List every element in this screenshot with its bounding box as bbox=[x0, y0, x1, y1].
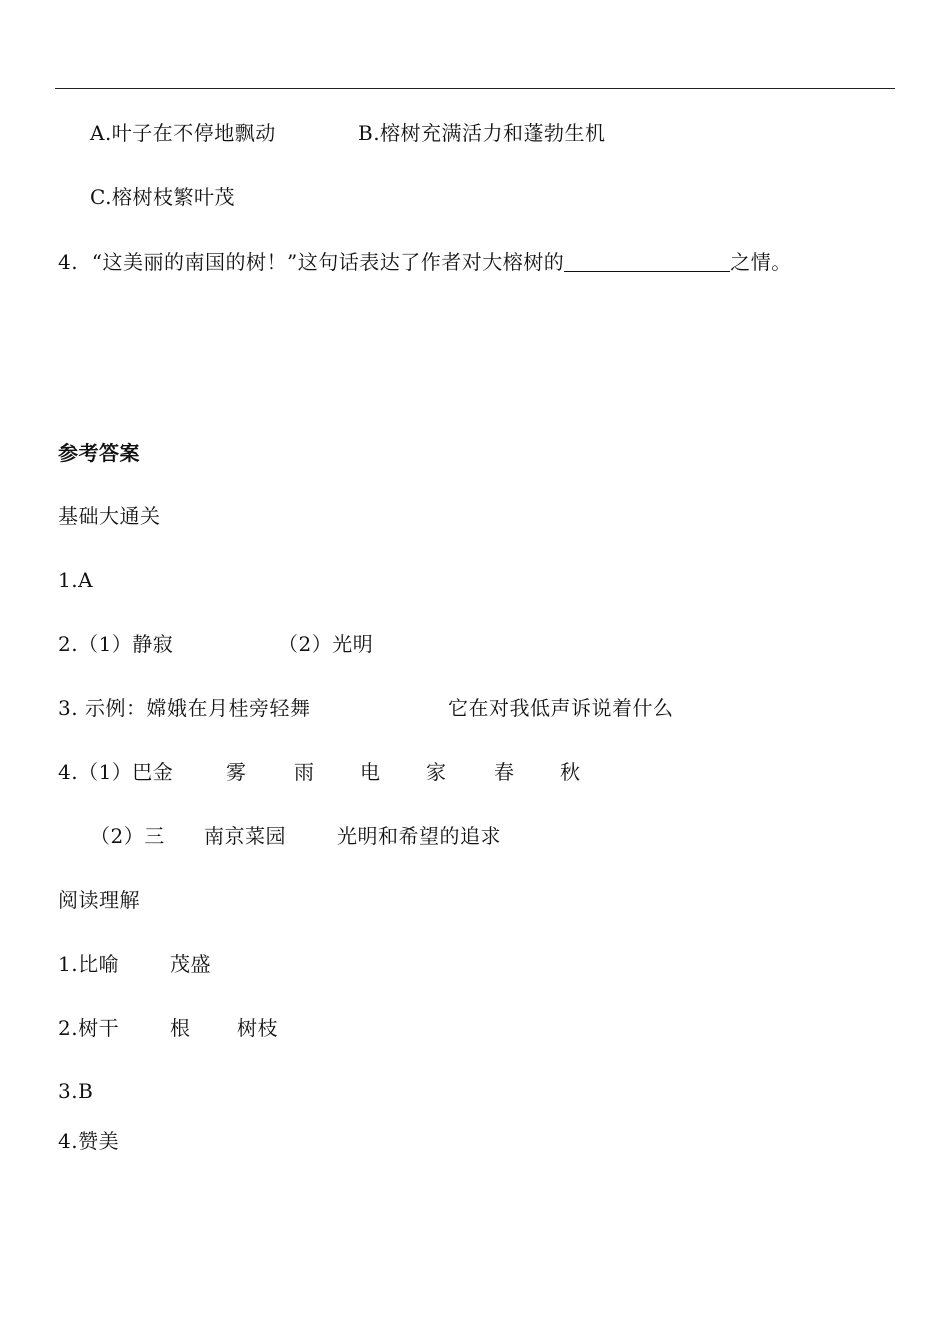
section-basic: 基础大通关 bbox=[58, 504, 161, 528]
basic-answer-4-1-item: 雨 bbox=[294, 760, 315, 784]
reading-answer-1-item: 茂盛 bbox=[170, 952, 211, 976]
question-4-suffix: 之情。 bbox=[730, 250, 792, 274]
basic-answer-4-1-item: 电 bbox=[360, 760, 381, 784]
basic-answer-1: 1.A bbox=[58, 568, 94, 592]
basic-answer-4-1-item: 春 bbox=[494, 760, 515, 784]
basic-answer-4-2-item: 光明和希望的追求 bbox=[337, 824, 501, 848]
section-reading: 阅读理解 bbox=[58, 888, 140, 912]
reading-answer-2-item: 根 bbox=[170, 1016, 191, 1040]
answer-blank bbox=[564, 251, 730, 272]
reading-answer-3: 3.B bbox=[58, 1079, 94, 1103]
reading-answer-2-lead: 2.树干 bbox=[58, 1016, 120, 1040]
reading-answer-4: 4.赞美 bbox=[58, 1129, 120, 1153]
basic-answer-2-part-2: （2）光明 bbox=[278, 632, 374, 656]
basic-answer-2-part-1: 2.（1）静寂 bbox=[58, 632, 174, 656]
option-a: A.叶子在不停地飘动 bbox=[90, 121, 276, 145]
option-b: B.榕树充满活力和蓬勃生机 bbox=[358, 121, 606, 145]
question-4-prefix: 4. “这美丽的南国的树！”这句话表达了作者对大榕树的 bbox=[58, 250, 565, 274]
answers-heading: 参考答案 bbox=[58, 441, 140, 465]
basic-answer-3-part-2: 它在对我低声诉说着什么 bbox=[448, 696, 674, 720]
basic-answer-4-1-lead: 4.（1）巴金 bbox=[58, 760, 174, 784]
basic-answer-4-1-item: 家 bbox=[426, 760, 447, 784]
basic-answer-4-2-lead: （2）三 bbox=[90, 824, 165, 848]
basic-answer-3-part-1: 3. 示例：嫦娥在月桂旁轻舞 bbox=[58, 696, 311, 720]
basic-answer-4-2-item: 南京菜园 bbox=[204, 824, 286, 848]
header-rule bbox=[55, 88, 895, 89]
option-c: C.榕树枝繁叶茂 bbox=[90, 185, 235, 209]
reading-answer-1-lead: 1.比喻 bbox=[58, 952, 120, 976]
basic-answer-4-1-item: 雾 bbox=[226, 760, 247, 784]
reading-answer-2-item: 树枝 bbox=[237, 1016, 278, 1040]
question-4 bbox=[58, 249, 792, 275]
basic-answer-4-1-item: 秋 bbox=[560, 760, 581, 784]
